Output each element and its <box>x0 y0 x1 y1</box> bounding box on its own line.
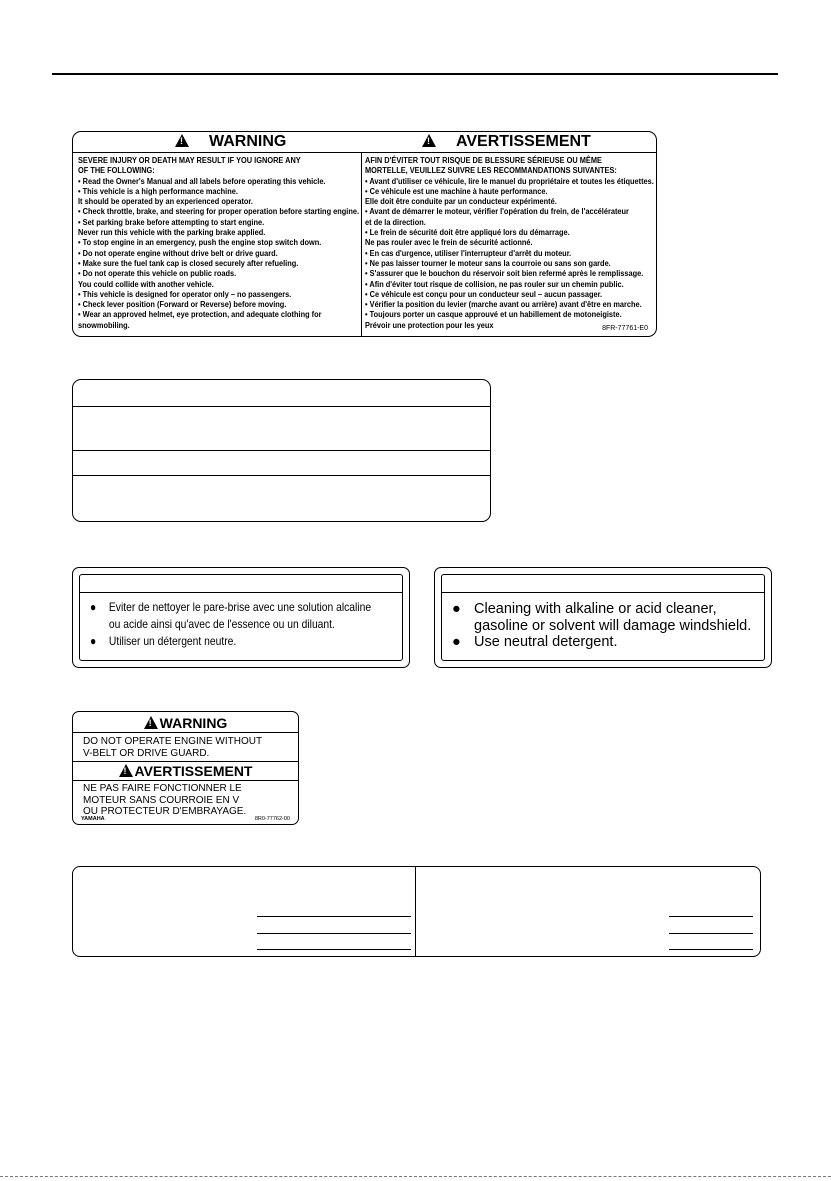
windshield-label-en <box>434 567 772 668</box>
page-bottom-edge <box>0 1176 831 1177</box>
warning-triangle-icon <box>144 716 158 729</box>
divider-line <box>73 450 490 451</box>
divider-line <box>73 475 490 476</box>
warning-triangle-icon <box>422 134 436 147</box>
warning-text-en: SEVERE INJURY OR DEATH MAY RESULT IF YOU IGNORE ANY OF THE FOLLOWING: • Read the Owner's Manual and all labels before operating this vehicle. • This vehicle is a high performance machine. It should be operated by an experienced operator. • Check throttle, brake, and steering for proper operation before starting engine. • Set parking brake before attempting to start engine. Never run this vehicle with the parking brake applied. • To stop engine in an emergency, push the engine stop switch down. • Do not operate engine without drive belt or drive guard. • Make sure the fuel tank cap is closed securely after refueling. • Do not operate this vehicle on public roads. You could collide with another vehicle. • This vehicle is designed for operator only – no passengers. • Check lever position (Forward or Reverse) before moving. • Wear an approved helmet, eye protection, and adequate clothing for snowmobiling. <box>78 155 360 330</box>
blank-line <box>257 933 411 934</box>
drive-guard-warning-label <box>72 711 299 825</box>
blank-line <box>669 949 753 950</box>
blank-form-label <box>72 866 761 957</box>
label-header-bar <box>80 592 402 593</box>
warning-label-bilingual <box>72 131 657 337</box>
warning-triangle-icon <box>119 764 133 777</box>
brand-logo: YAMAHA <box>81 816 105 822</box>
divider-line <box>73 406 490 407</box>
blank-line <box>257 949 411 950</box>
warning-triangle-icon <box>175 134 189 147</box>
label-inner-frame <box>79 574 403 661</box>
warning-text-en: DO NOT OPERATE ENGINE WITHOUT V-BELT OR DRIVE GUARD. <box>83 736 263 759</box>
column-divider <box>415 867 416 956</box>
warning-heading: !WARNING <box>73 715 298 731</box>
warning-title-en: !WARNING <box>175 133 286 151</box>
blank-line <box>257 916 411 917</box>
warning-text-fr: AFIN D'ÉVITER TOUT RISQUE DE BLESSURE SÉRIEUSE OU MÊME MORTELLE, VEUILLEZ SUIVRE LES RECOMMANDATIONS SUIVANTES: • Avant d'utiliser ce véhicule, lire le manuel du propriétaire et toutes les étiquettes. • Ce véhicule est une machine à haute performance. Elle doit être conduite par un conducteur expérimenté. • Avant de démarrer le moteur, vérifier l'opération du frein, de l'accélérateur et de la direction. • Le frein de sécurité doit être appliqué lors du démarrage. Ne pas rouler avec le frein de sécurité actionné. • En cas d'urgence, utiliser l'interrupteur d'arrêt du moteur. • Ne pas laisser tourner le moteur sans la courroie ou sans son garde. • S'assurer que le bouchon du réservoir soit bien refermé après le remplissage. • Afin d'éviter tout risque de collision, ne pas rouler sur un chemin public. • Ce véhicule est conçu pour un conducteur seul – aucun passager. • Vérifier la position du levier (marche avant ou arrière) avant d'être en marche. • Toujours porter un casque approuvé et un habillement de motoneigiste. Prévoir une protection pour les yeux <box>365 155 654 330</box>
divider-line <box>73 732 298 733</box>
warning-text-fr: NE PAS FAIRE FONCTIONNER LE MOTEUR SANS COURROIE EN V OU PROTECTEUR D'EMBRAYAGE. <box>83 783 247 817</box>
list-item: ● Cleaning with alkaline or acid cleaner, gasoline or solvent will damage windshield. <box>452 601 751 634</box>
list-item: ● Eviter de nettoyer le pare-brise avec une solution alcaline ou acide ainsi qu'avec de l'essence ou un diluant. <box>90 599 371 633</box>
divider-line <box>73 761 298 762</box>
list-item: ● Utiliser un détergent neutre. <box>90 633 371 650</box>
top-rule <box>52 73 778 75</box>
windshield-label-fr <box>72 567 410 668</box>
label-inner-frame <box>441 574 765 661</box>
avertissement-heading: !AVERTISSEMENT <box>73 763 298 779</box>
bullet-list <box>90 599 417 650</box>
blank-label <box>72 379 491 522</box>
blank-line <box>669 916 753 917</box>
bullet-list <box>452 601 751 651</box>
list-item: ● Use neutral detergent. <box>452 634 751 651</box>
label-header-bar <box>442 592 764 593</box>
blank-line <box>669 933 753 934</box>
label-part-number: 8FR-77761-E0 <box>602 325 648 332</box>
warning-title-fr: ! AVERTISSEMENT <box>422 133 591 151</box>
label-part-number: 8R0-77762-00 <box>254 816 290 822</box>
column-divider <box>361 152 362 336</box>
warning-label-header <box>73 132 656 153</box>
divider-line <box>73 780 298 781</box>
